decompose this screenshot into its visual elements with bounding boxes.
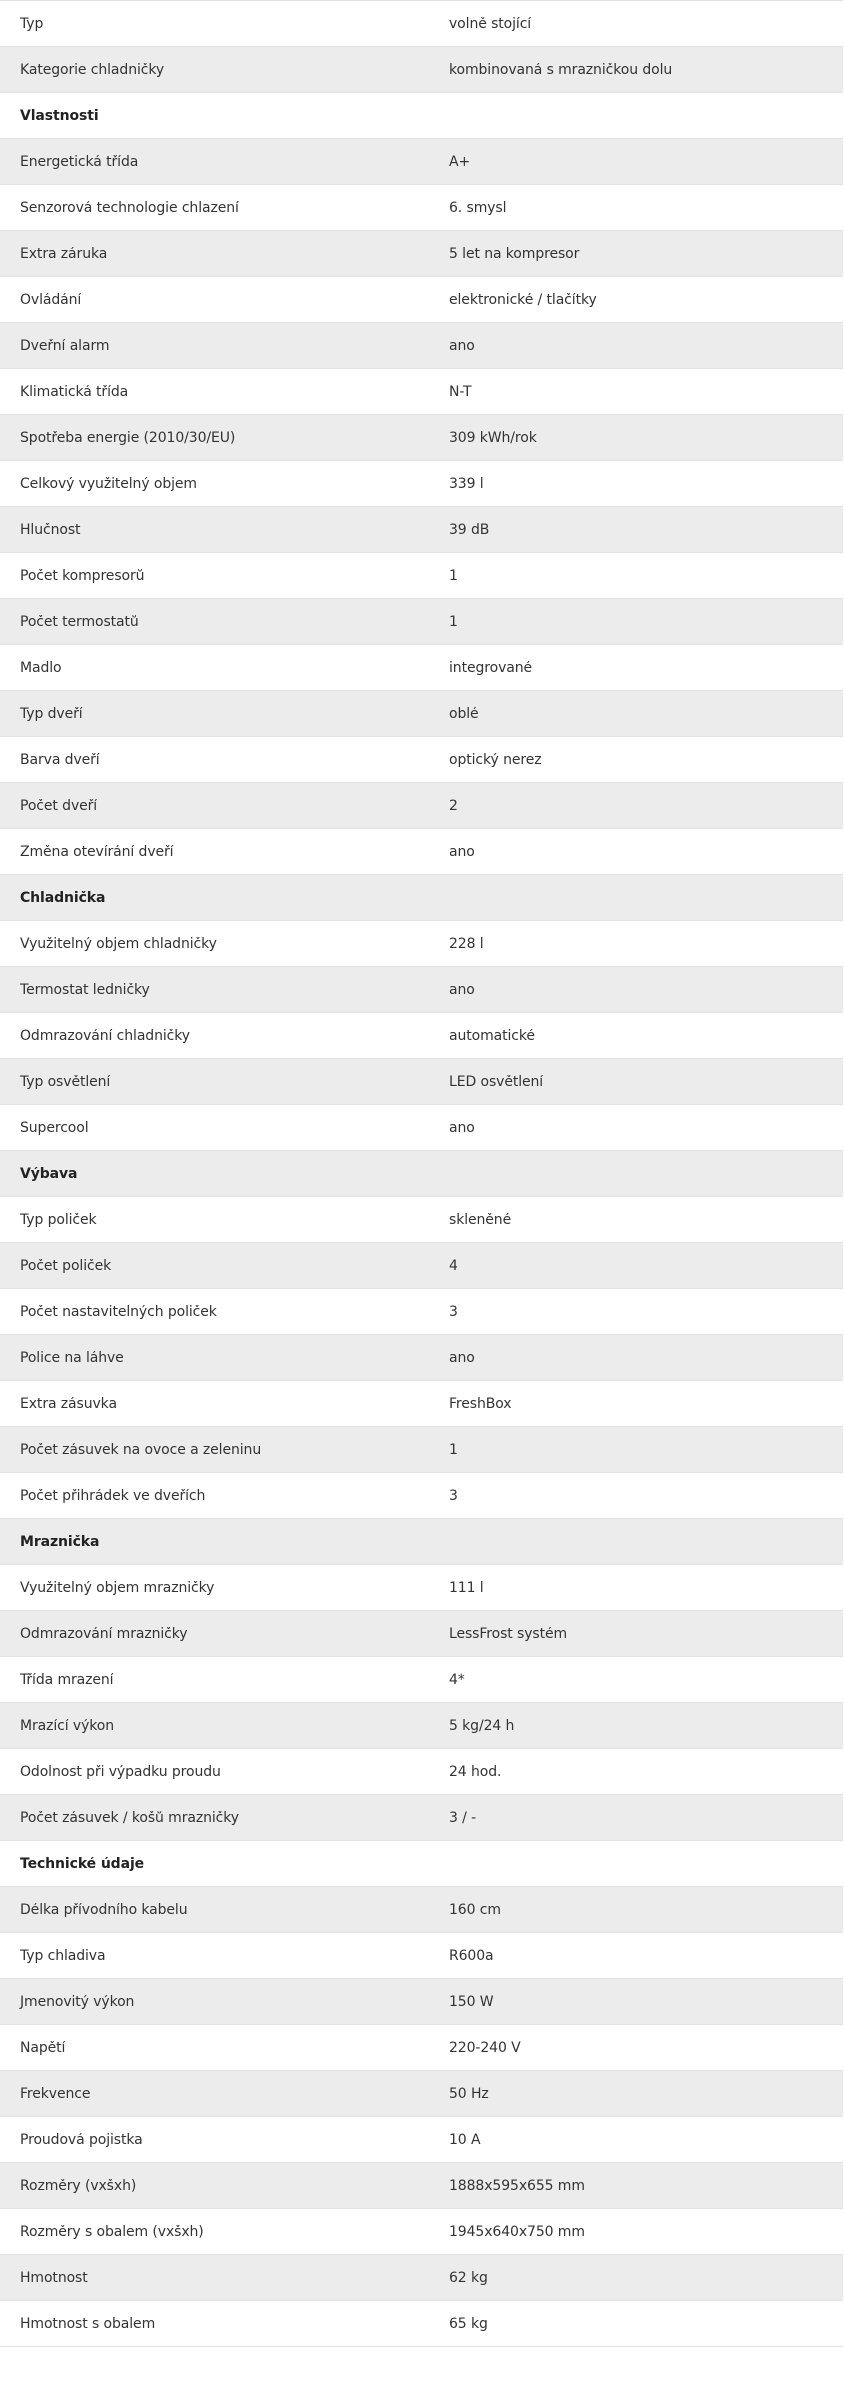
spec-label: Spotřeba energie (2010/30/EU) — [20, 430, 236, 445]
spec-value: 6. smysl — [449, 200, 507, 215]
spec-label: Mrazící výkon — [20, 1718, 115, 1733]
spec-value: R600a — [449, 1948, 494, 1963]
spec-label: Odolnost při výpadku proudu — [20, 1764, 221, 1779]
spec-row — [0, 1657, 843, 1703]
spec-value: LED osvětlení — [449, 1074, 544, 1089]
spec-value: A+ — [449, 154, 471, 169]
spec-row — [0, 1243, 843, 1289]
spec-label: Počet termostatů — [20, 614, 139, 629]
spec-row — [0, 231, 843, 277]
spec-value: 150 W — [449, 1994, 494, 2009]
spec-row — [0, 323, 843, 369]
spec-value: kombinovaná s mrazničkou dolu — [449, 62, 673, 77]
spec-label: Typ — [20, 16, 44, 31]
section-header-row — [0, 1151, 843, 1197]
section-header-row — [0, 1519, 843, 1565]
spec-row — [0, 1749, 843, 1795]
spec-row — [0, 1105, 843, 1151]
spec-label: Rozměry (vxšxh) — [20, 2178, 137, 2193]
spec-label: Klimatická třída — [20, 384, 129, 399]
spec-value: FreshBox — [449, 1396, 512, 1411]
spec-value: 39 dB — [449, 522, 490, 537]
spec-row — [0, 1795, 843, 1841]
spec-row — [0, 2117, 843, 2163]
spec-label: Police na láhve — [20, 1350, 124, 1365]
spec-label: Hmotnost — [20, 2270, 88, 2285]
spec-label: Energetická třída — [20, 154, 139, 169]
spec-row — [0, 1565, 843, 1611]
spec-row — [0, 1197, 843, 1243]
spec-label: Využitelný objem mrazničky — [20, 1580, 215, 1595]
spec-label: Typ chladiva — [20, 1948, 106, 1963]
spec-row — [0, 2209, 843, 2255]
spec-value: oblé — [449, 706, 479, 721]
section-title: Vlastnosti — [20, 108, 99, 123]
spec-row — [0, 1289, 843, 1335]
spec-row — [0, 1381, 843, 1427]
spec-value: ano — [449, 982, 475, 997]
spec-row — [0, 2071, 843, 2117]
spec-row — [0, 1013, 843, 1059]
spec-row — [0, 2301, 843, 2347]
spec-label: Typ dveří — [20, 706, 83, 721]
spec-label: Odmrazování chladničky — [20, 1028, 190, 1043]
spec-label: Extra zásuvka — [20, 1396, 117, 1411]
spec-row — [0, 369, 843, 415]
spec-value: integrované — [449, 660, 533, 675]
spec-row — [0, 461, 843, 507]
spec-label: Využitelný objem chladničky — [20, 936, 217, 951]
spec-value: 2 — [449, 798, 458, 813]
spec-value: 160 cm — [449, 1902, 501, 1917]
spec-row — [0, 553, 843, 599]
spec-value: 10 A — [449, 2132, 481, 2147]
spec-value: 5 kg/24 h — [449, 1718, 515, 1733]
spec-label: Celkový využitelný objem — [20, 476, 197, 491]
spec-value: elektronické / tlačítky — [449, 292, 597, 307]
spec-value: 4* — [449, 1672, 465, 1687]
spec-row — [0, 1473, 843, 1519]
spec-value: 339 l — [449, 476, 484, 491]
spec-value: 65 kg — [449, 2316, 488, 2331]
spec-label: Hlučnost — [20, 522, 81, 537]
spec-row — [0, 829, 843, 875]
spec-label: Hmotnost s obalem — [20, 2316, 156, 2331]
spec-value: 5 let na kompresor — [449, 246, 580, 261]
spec-value: 50 Hz — [449, 2086, 489, 2101]
spec-value: 1888x595x655 mm — [449, 2178, 585, 2193]
spec-row — [0, 691, 843, 737]
spec-label: Počet kompresorů — [20, 568, 145, 583]
spec-label: Odmrazování mrazničky — [20, 1626, 188, 1641]
spec-value: volně stojící — [449, 16, 532, 31]
section-header-row — [0, 93, 843, 139]
spec-label: Supercool — [20, 1120, 89, 1135]
spec-label: Rozměry s obalem (vxšxh) — [20, 2224, 204, 2239]
spec-row — [0, 415, 843, 461]
spec-value: 1 — [449, 1442, 458, 1457]
spec-label: Dveřní alarm — [20, 338, 110, 353]
spec-value: 111 l — [449, 1580, 484, 1595]
spec-value: 1945x640x750 mm — [449, 2224, 585, 2239]
spec-label: Barva dveří — [20, 752, 100, 767]
spec-value: 1 — [449, 568, 458, 583]
spec-row — [0, 2163, 843, 2209]
spec-row — [0, 1, 843, 47]
spec-label: Počet zásuvek / košů mrazničky — [20, 1810, 239, 1825]
spec-row — [0, 277, 843, 323]
spec-label: Počet nastavitelných poliček — [20, 1304, 217, 1319]
spec-label: Senzorová technologie chlazení — [20, 200, 239, 215]
spec-row — [0, 1059, 843, 1105]
spec-value: 62 kg — [449, 2270, 488, 2285]
spec-label: Počet poliček — [20, 1258, 112, 1273]
spec-value: 24 hod. — [449, 1764, 502, 1779]
spec-value: automatické — [449, 1028, 535, 1043]
spec-row — [0, 1335, 843, 1381]
spec-label: Extra záruka — [20, 246, 108, 261]
spec-value: N-T — [449, 384, 472, 399]
spec-row — [0, 185, 843, 231]
spec-row — [0, 921, 843, 967]
spec-label: Kategorie chladničky — [20, 62, 165, 77]
spec-label: Délka přívodního kabelu — [20, 1902, 188, 1917]
spec-value: 3 / - — [449, 1810, 477, 1825]
spec-row — [0, 599, 843, 645]
spec-row — [0, 1611, 843, 1657]
spec-row — [0, 645, 843, 691]
spec-row — [0, 967, 843, 1013]
spec-label: Jmenovitý výkon — [20, 1994, 135, 2009]
spec-row — [0, 1979, 843, 2025]
section-title: Technické údaje — [20, 1856, 145, 1871]
spec-value: skleněné — [449, 1212, 512, 1227]
spec-row — [0, 139, 843, 185]
spec-label: Frekvence — [20, 2086, 91, 2101]
section-header-row — [0, 875, 843, 921]
section-title: Mraznička — [20, 1534, 100, 1549]
spec-row — [0, 737, 843, 783]
section-title: Chladnička — [20, 890, 106, 905]
spec-value: 228 l — [449, 936, 484, 951]
spec-label: Počet přihrádek ve dveřích — [20, 1488, 206, 1503]
spec-row — [0, 2025, 843, 2071]
spec-row — [0, 783, 843, 829]
spec-label: Typ osvětlení — [20, 1074, 111, 1089]
spec-value: ano — [449, 338, 475, 353]
spec-value: 1 — [449, 614, 458, 629]
spec-value: 309 kWh/rok — [449, 430, 537, 445]
spec-label: Počet zásuvek na ovoce a zeleninu — [20, 1442, 262, 1457]
spec-label: Proudová pojistka — [20, 2132, 143, 2147]
spec-value: 220-240 V — [449, 2040, 521, 2055]
spec-row — [0, 507, 843, 553]
spec-value: optický nerez — [449, 752, 542, 767]
spec-row — [0, 1933, 843, 1979]
spec-label: Počet dveří — [20, 798, 98, 813]
spec-label: Třída mrazení — [20, 1672, 114, 1687]
spec-row — [0, 47, 843, 93]
spec-row — [0, 1427, 843, 1473]
section-header-row — [0, 1841, 843, 1887]
spec-value: ano — [449, 1350, 475, 1365]
spec-value: LessFrost systém — [449, 1626, 568, 1641]
spec-label: Ovládání — [20, 292, 82, 307]
spec-row — [0, 2255, 843, 2301]
section-title: Výbava — [20, 1166, 78, 1181]
spec-value: 3 — [449, 1304, 458, 1319]
spec-label: Napětí — [20, 2040, 66, 2055]
spec-row — [0, 1703, 843, 1749]
spec-value: ano — [449, 1120, 475, 1135]
spec-value: 4 — [449, 1258, 458, 1273]
spec-value: ano — [449, 844, 475, 859]
spec-label: Madlo — [20, 660, 62, 675]
spec-label: Změna otevírání dveří — [20, 844, 174, 859]
spec-value: 3 — [449, 1488, 458, 1503]
spec-label: Typ poliček — [20, 1212, 97, 1227]
spec-row — [0, 1887, 843, 1933]
spec-label: Termostat ledničky — [20, 982, 150, 997]
